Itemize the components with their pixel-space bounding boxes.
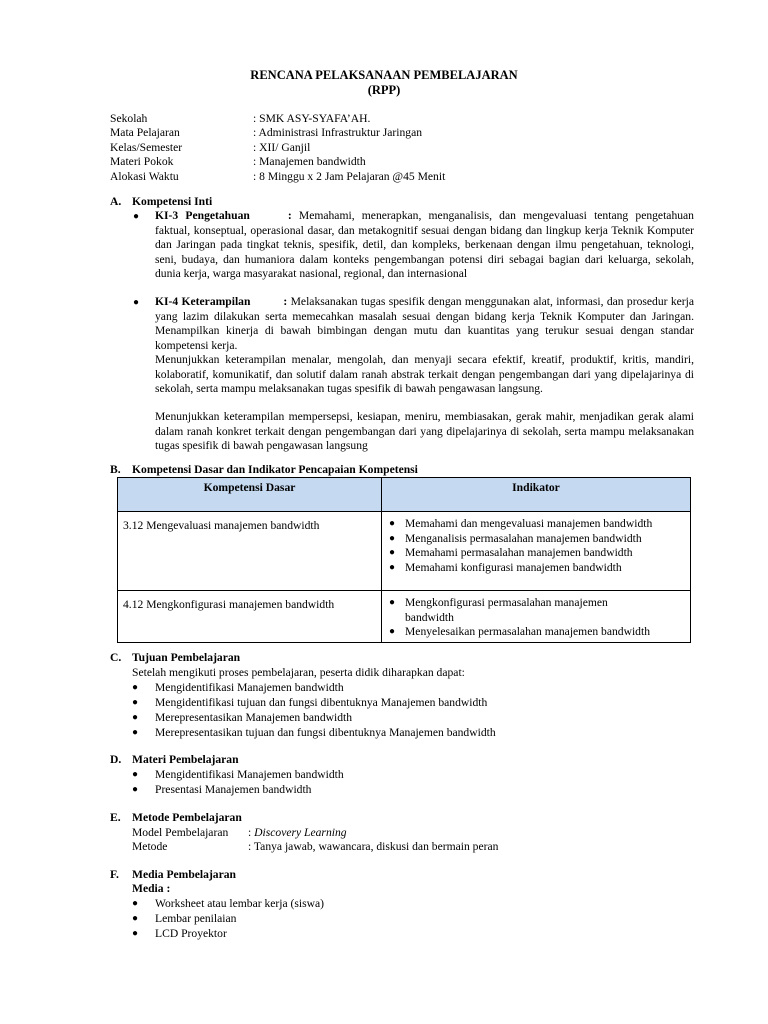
section-title: Metode Pembelajaran [132, 811, 242, 824]
ki4-label: KI-4 Keterampilan [155, 295, 251, 308]
list-item-text: Lembar penilaian [155, 912, 237, 925]
competency-table [117, 477, 691, 643]
section-letter: B. [110, 463, 121, 476]
section-title: Kompetensi Dasar dan Indikator Pencapaian Kompetensi [132, 463, 418, 476]
list-item [132, 783, 344, 798]
ki3-label: KI-3 Pengetahuan [155, 209, 250, 222]
ki3-colon: : [287, 209, 292, 222]
list-item-text: Merepresentasikan tujuan dan fungsi dibentuknya Manajemen bandwidth [155, 726, 496, 739]
ki4-text: Melaksanakan tugas spesifik dengan menggunakan alat, informasi, dan prosedur kerja yang lazim dilakukan serta memecahkan masalah sesuai dengan bidang kerja Teknik Komputer dan Jaringan. Menampilkan kinerja di bawah bimbingan dengan mutu dan kuantitas yang terukur sesuai dengan standar kompetensi kerja. [155, 295, 694, 352]
list-item [132, 681, 496, 696]
bullet-icon: ● [133, 297, 140, 308]
ki4-paragraph-3: Menunjukkan keterampilan mempersepsi, kesiapan, meniru, membiasakan, gerak mahir, menjadikan gerak alami dalam ranah konkret terkait dengan pengembangan dari yang dipelajarinya di sekolah, serta mampu melaksanakan tugas spesifik di bawah pengawasan langsung [155, 410, 694, 453]
bullet-icon: ● [132, 682, 139, 693]
list-item [132, 897, 324, 912]
meta-value: : SMK ASY-SYAFA’AH. [253, 112, 371, 125]
indicator-item [387, 596, 640, 625]
section-letter: F. [110, 868, 119, 881]
list-item-text: Mengidentifikasi tujuan dan fungsi dibentuknya Manajemen bandwidth [155, 696, 488, 709]
section-letter: E. [110, 811, 121, 824]
indicator-text: Memahami konfigurasi manajemen bandwidth [405, 560, 622, 574]
meta-value: : 8 Minggu x 2 Jam Pelajaran @45 Menit [253, 169, 446, 183]
ki4-colon: : [283, 295, 288, 308]
table-header-row [118, 478, 691, 512]
bullet-icon: ● [389, 626, 396, 638]
bullet-icon: ● [389, 547, 396, 559]
meta-label: Kelas/Semester [110, 140, 183, 154]
model-label: Model Pembelajaran [132, 826, 229, 839]
objectives-list [132, 681, 496, 741]
table-row [118, 512, 691, 591]
section-title: Media Pembelajaran [132, 868, 236, 881]
list-item-text: LCD Proyektor [155, 927, 227, 940]
model-colon: : [248, 826, 252, 839]
bullet-icon: ● [389, 532, 396, 544]
model-value: Discovery Learning [254, 826, 347, 839]
table-row [118, 591, 691, 643]
bullet-icon: ● [132, 697, 139, 708]
metode-row [132, 840, 498, 855]
bullet-icon: ● [132, 913, 139, 924]
section-title: Kompetensi Inti [132, 195, 213, 208]
section-b-heading [110, 463, 418, 478]
document-title: RENCANA PELAKSANAAN PEMBELAJARAN [250, 68, 518, 82]
list-item-text: Mengidentifikasi Manajemen bandwidth [155, 768, 344, 781]
materials-list [132, 768, 344, 798]
section-c-heading [110, 651, 240, 666]
list-item-text: Worksheet atau lembar kerja (siswa) [155, 897, 325, 910]
bullet-icon: ● [132, 928, 139, 939]
indicator-text: Memahami permasalahan manajemen bandwidth [405, 546, 633, 560]
bullet-icon: ● [132, 784, 139, 795]
list-item [132, 927, 324, 942]
metode-value: : Tanya jawab, wawancara, diskusi dan bermain peran [248, 840, 499, 853]
meta-value: : Administrasi Infrastruktur Jaringan [253, 126, 423, 140]
section-d-heading [110, 753, 239, 768]
bullet-icon: ● [132, 727, 139, 738]
list-item-text: Merepresentasikan Manajemen bandwidth [155, 711, 353, 724]
section-letter: A. [110, 195, 122, 208]
meta-row-materi-pokok [110, 155, 445, 169]
column-header-indikator: Indikator [382, 478, 691, 512]
media-list [132, 897, 324, 942]
list-item [132, 726, 496, 741]
meta-label: Materi Pokok [110, 155, 174, 169]
ki3-text: Memahami, menerapkan, menganalisis, dan mengevaluasi tentang pengetahuan faktual, konseptual, operasional dasar, dan metakognitif sesuai dengan bidang dan lingkup kerja Teknik Komputer dan Jaringan pada tingkat teknis, spesifik, detil, dan kompleks, berkenaan dengan ilmu pengetahuan, teknologi, seni, budaya, dan humaniora dalam konteks pengembangan potensi diri sebagai bagian dari keluarga, sekolah, dunia kerja, warga masyarakat nasional, regional, dan internasional [155, 209, 694, 281]
model-row [132, 826, 347, 841]
ki3-paragraph [155, 209, 694, 282]
indicator-cell [382, 591, 691, 643]
ki4-paragraph [155, 295, 694, 353]
indicator-text: Menganalisis permasalahan manajemen bandwidth [405, 531, 642, 545]
section-letter: D. [110, 753, 122, 766]
bullet-icon: ● [132, 898, 139, 909]
indicator-item [387, 561, 686, 576]
list-item [132, 768, 344, 783]
bullet-icon: ● [132, 712, 139, 723]
meta-row-alokasi-waktu [110, 170, 445, 184]
indicator-text: Memahami dan mengevaluasi manajemen bandwidth [405, 517, 653, 530]
bullet-icon: ● [389, 518, 396, 529]
list-item [132, 696, 496, 711]
indicator-cell [382, 512, 691, 591]
bullet-icon: ● [132, 769, 139, 780]
bullet-icon: ● [389, 597, 396, 608]
meta-row-kelas-semester [110, 141, 445, 155]
meta-row-sekolah [110, 112, 445, 126]
meta-row-mata-pelajaran [110, 126, 445, 140]
list-item [132, 912, 324, 927]
section-letter: C. [110, 651, 122, 664]
section-title: Tujuan Pembelajaran [132, 651, 241, 664]
indicator-text: Menyelesaikan permasalahan manajemen bandwidth [405, 625, 650, 639]
section-f-heading [110, 868, 236, 883]
meta-label: Alokasi Waktu [110, 169, 179, 183]
section-c-intro: Setelah mengikuti proses pembelajaran, peserta didik diharapkan dapat: [132, 666, 465, 679]
section-e-heading [110, 811, 242, 826]
kd-cell: 3.12 Mengevaluasi manajemen bandwidth [118, 512, 382, 591]
ki4-paragraph-2: Menunjukkan keterampilan menalar, mengolah, dan menyaji secara efektif, kreatif, produktif, kritis, mandiri, kolaboratif, komunikatif, dan solutif dalam ranah abstrak terkait dengan pengembangan dari yang dipelajarinya di sekolah, serta mampu melaksanakan tugas spesifik di bawah pengawasan langsung. [155, 353, 694, 396]
list-item-text: Presentasi Manajemen bandwidth [155, 783, 312, 796]
metode-label: Metode [132, 840, 168, 853]
list-item [132, 711, 496, 726]
bullet-icon: ● [133, 211, 140, 222]
meta-value: : XII/ Ganjil [253, 140, 311, 154]
kd-cell: 4.12 Mengkonfigurasi manajemen bandwidth [118, 591, 382, 643]
meta-value: : Manajemen bandwidth [253, 155, 366, 169]
indicator-item [387, 532, 686, 547]
indicator-item [387, 517, 686, 532]
bullet-icon: ● [389, 561, 396, 573]
column-header-kompetensi-dasar: Kompetensi Dasar [118, 478, 382, 512]
meta-label: Sekolah [110, 112, 148, 125]
indicator-item [387, 546, 686, 561]
indicator-item [387, 625, 686, 640]
section-a-heading [110, 195, 212, 210]
section-title: Materi Pembelajaran [132, 753, 239, 766]
list-item-text: Mengidentifikasi Manajemen bandwidth [155, 681, 344, 694]
indicator-text: Mengkonfigurasi permasalahan manajemen bandwidth [405, 596, 608, 624]
document-subtitle: (RPP) [367, 83, 401, 97]
meta-label: Mata Pelajaran [110, 126, 180, 140]
identity-block [110, 112, 445, 184]
media-label: Media : [132, 882, 171, 895]
